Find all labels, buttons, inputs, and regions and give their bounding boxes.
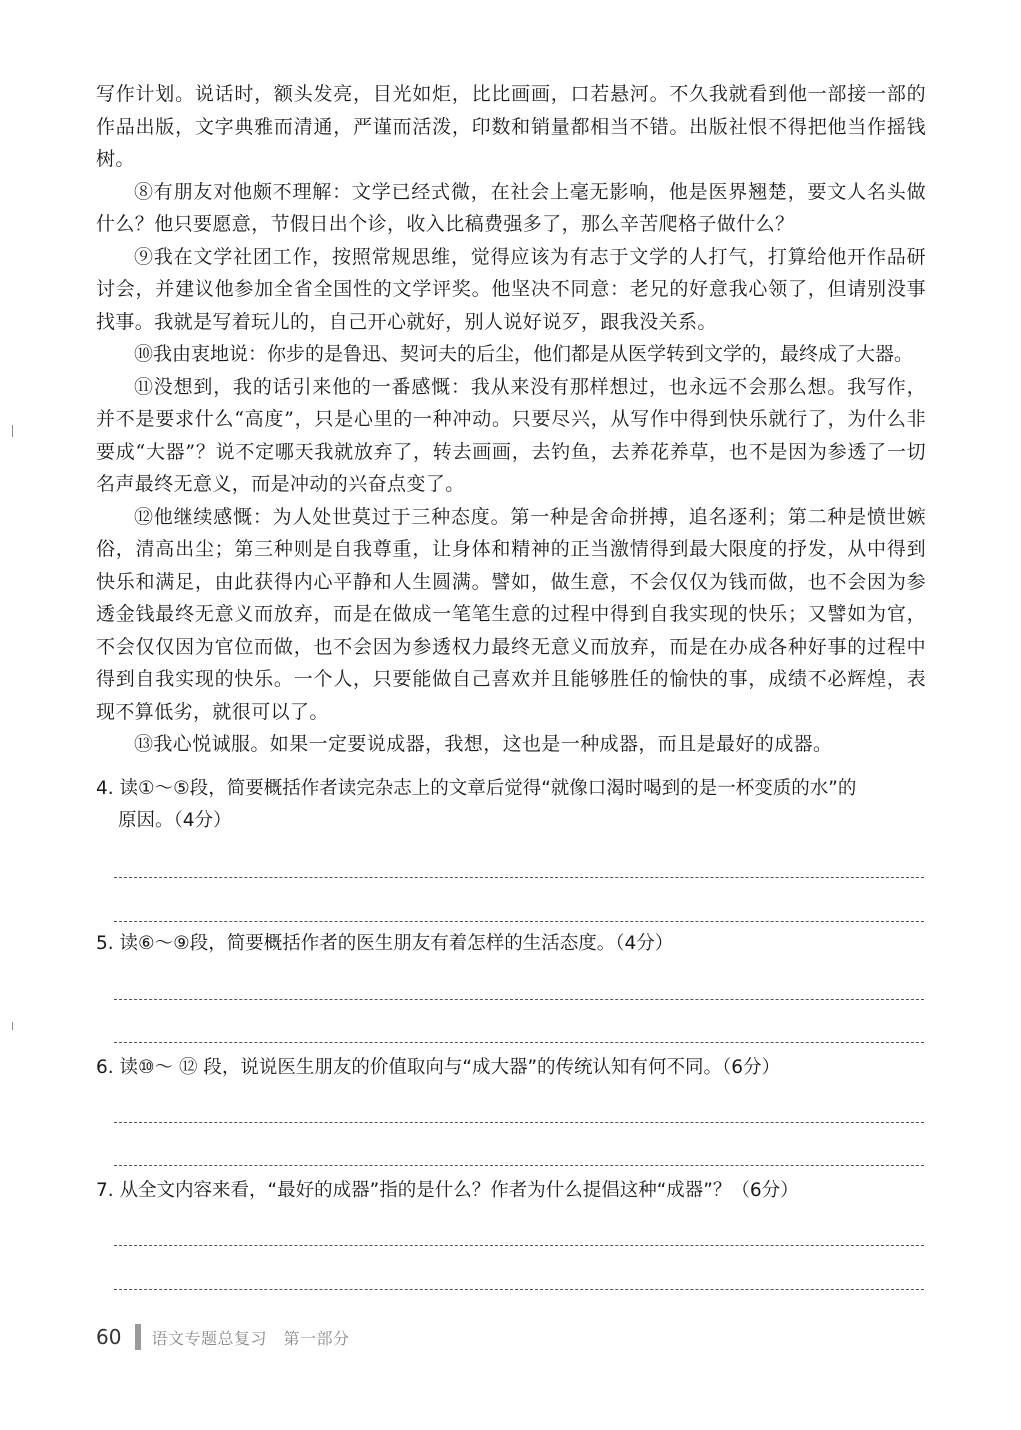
question-5 — [96, 928, 926, 960]
answer-line[interactable] — [114, 1245, 924, 1246]
paragraph-8: ⑧有朋友对他颇不理解：文学已经式微，在社会上毫无影响，他是医界翘楚，要文人名头做什么？他只要愿意，节假日出个诊，收入比稿费强多了，那么辛苦爬格子做什么？ — [96, 180, 926, 235]
footer-divider-bar — [135, 1324, 141, 1350]
reading-passage — [96, 78, 926, 761]
margin-mark — [12, 1022, 13, 1030]
paragraph-13: ⑬我心悦诚服。如果一定要说成器，我想，这也是一种成器，而且是最好的成器。 — [134, 733, 833, 755]
question-6 — [96, 1052, 926, 1084]
answer-line[interactable] — [114, 999, 924, 1000]
answer-line[interactable] — [114, 877, 924, 878]
question-4-text: 4. 读①～⑤段，简要概括作者读完杂志上的文章后觉得“就像口渴时喝到的是一杯变质的水”的 — [96, 778, 857, 799]
paragraph-12: ⑫他继续感慨：为人处世莫过于三种态度。第一种是舍命拼搏，追名逐利；第二种是愤世嫉俗，清高出尘；第三种则是自我尊重，让身体和精神的正当激情得到最大限度的抒发，从中得到快乐和满足，由此获得内心平静和人生圆满。譬如，做生意，不会仅仅为钱而做，也不会因为参透金钱最终无意义而放弃，而是在做成一笔笔生意的过程中得到自我实现的快乐；又譬如为官，不会仅仅因为官位而做，也不会因为参透权力最终无意义而放弃，而是在办成各种好事的过程中得到自我实现的快乐。一个人，只要能做自己喜欢并且能够胜任的愉快的事，成绩不必辉煌，表现不算低劣，就很可以了。 — [96, 505, 926, 723]
page-footer — [96, 1322, 349, 1352]
paragraph-10: ⑩我由衷地说：你步的是鲁迅、契诃夫的后尘，他们都是从医学转到文学的，最终成了大器。 — [134, 343, 914, 365]
question-7 — [96, 1175, 926, 1207]
paragraph-9: ⑨我在文学社团工作，按照常规思维，觉得应该为有志于文学的人打气，打算给他开作品研讨会，并建议他参加全省全国性的文学评奖。他坚决不同意：老兄的好意我心领了，但请别没事找事。我就是写着玩儿的，自己开心就好，别人说好说歹，跟我没关系。 — [96, 245, 926, 333]
question-5-text: 5. 读⑥～⑨段，简要概括作者的医生朋友有着怎样的生活态度。（4分） — [96, 933, 674, 954]
question-4-text-cont: 原因。（4分） — [118, 810, 232, 831]
paragraph-intro: 写作计划。说话时，额头发亮，目光如炬，比比画画，口若悬河。不久我就看到他一部接一部的作品出版，文字典雅而清通，严谨而活泼，印数和销量都相当不错。出版社恨不得把他当作摇钱树。 — [96, 83, 926, 170]
margin-mark — [12, 425, 13, 437]
answer-line[interactable] — [114, 1122, 924, 1123]
question-7-text: 7. 从全文内容来看，“最好的成器”指的是什么？作者为什么提倡这种“成器”？（6分） — [96, 1180, 799, 1201]
answer-line[interactable] — [114, 1289, 924, 1290]
question-4 — [96, 773, 926, 837]
page-number: 60 — [96, 1325, 122, 1349]
answer-line[interactable] — [114, 1165, 924, 1166]
question-6-text: 6. 读⑩～ ⑫ 段，说说医生朋友的价值取向与“成大器”的传统认知有何不同。（6分） — [96, 1057, 781, 1078]
book-title: 语文专题总复习 第一部分 — [151, 1328, 350, 1348]
answer-line[interactable] — [114, 921, 924, 922]
paragraph-11: ⑪没想到，我的话引来他的一番感慨：我从来没有那样想过，也永远不会那么想。我写作，并不是要求什么“高度”，只是心里的一种冲动。只要尽兴，从写作中得到快乐就行了，为什么非要成“大器”？说不定哪天我就放弃了，转去画画，去钓鱼，去养花养草，也不是因为参透了一切名声最终无意义，而是冲动的兴奋点变了。 — [96, 375, 926, 495]
answer-line[interactable] — [114, 1042, 924, 1043]
